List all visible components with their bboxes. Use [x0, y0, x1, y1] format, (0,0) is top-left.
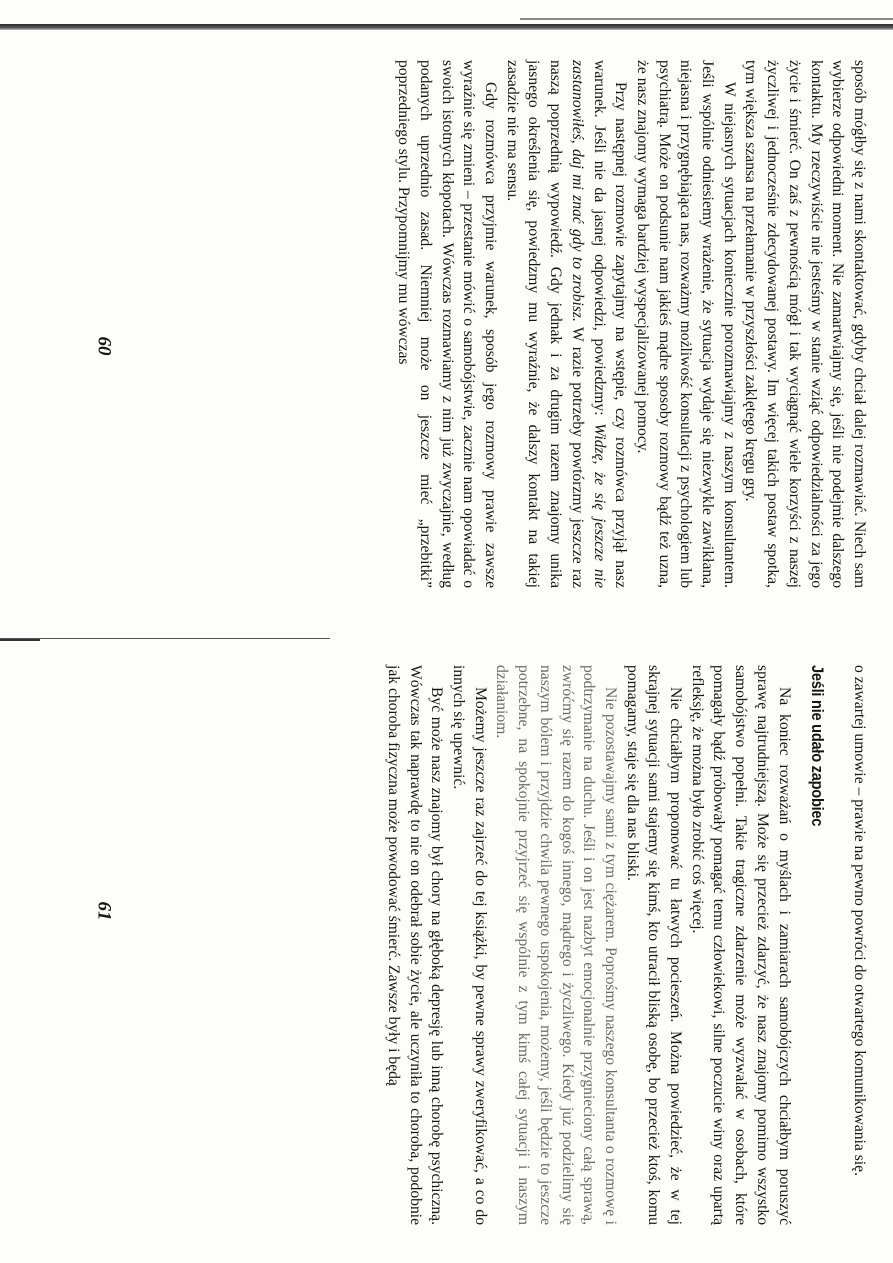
paragraph — [501, 60, 631, 588]
paragraph: Nie chciałbym proponować tu łatwych pocieszeń. Można powiedzieć, że w tej skrajnej sytuacji sami stajemy się kimś, kto utracił bliską osobę, bo przecież ktoś, komu pomagamy, staje się dla nas bliski. — [623, 665, 685, 1225]
page-61-text — [382, 665, 870, 1225]
scan-edge-line — [520, 18, 893, 20]
scan-edge-bar — [0, 24, 893, 30]
paragraph-text: Przy następnej rozmowie zapytajmy na wstępie, czy rozmówca przyjął nasz warunek. Jeśli nie da jasnej odpowiedzi, powiedzmy: — [590, 60, 630, 588]
paragraph: Gdy rozmówca przyjmie warunek, sposób jego rozmowy prawie zawsze wyraźnie się zmieni – przestanie mówić o samobójstwie, zacznie nam opowiadać o swoich istotnych kłopotach. Wówczas rozmawiamy z nim już zwyczajnie, według podanych uprzednio zasad. Niemniej może on jeszcze mieć „przebitki” poprzedniego stylu. Przypomnijmy mu wówczas — [395, 60, 500, 588]
paragraph: W niejasnych sytuacjach koniecznie porozmawiajmy z naszym konsultantem. Jeśli wspólnie odniesiemy wrażenie, że sytuacja wydaje się niezwykle zawikłana, niejasna i przygnębiająca nas, rozważmy możliwość konsultacji z psychologiem lub psychiatrą. Może on podsunie nam jakieś mądre sposoby rozmowy bądź też uzna, że nasz znajomy wymaga bardziej wyspecjalizowanej pomocy. — [633, 60, 738, 588]
page-fold-mark — [0, 639, 40, 641]
page-fold-line — [0, 638, 330, 639]
paragraph: Możemy jeszcze raz zajrzeć do tej książki, by pewne sprawy zweryfikować, a co do innych się upewnić. — [450, 665, 489, 1225]
paragraph: Nie pozostawajmy sami z tym ciężarem. Poprośmy naszego konsultanta o rozmowę i podtrzymanie na duchu. Jeśli i on jest nazbyt emocjonalnie przygnieciony całą sprawą, zwróćmy się razem do kogoś innego, mądrego i życzliwego. Kiedy już podzielimy się naszym bólem i przyjdzie chwila pewnego uspokojenia, możemy, jeśli będzie to jeszcze potrzebne, na spokojnie przyjrzeć się wspólnie z tym kimś całej sytuacji i naszym działaniom. — [493, 665, 619, 1225]
page-60-text — [393, 60, 870, 588]
page-number-60: 60 — [93, 336, 115, 356]
paragraph: Być może nasz znajomy był chory na głęboką depresję lub inną chorobę psychiczną. Wówczas tak naprawdę to nie on odebrał sobie życie, ale uczyniła to choroba, podobnie jak choroba fizyczna może powodować śmierć. Zawsze były i będą — [384, 665, 446, 1225]
paragraph: o zawartej umowie – prawie na pewno powróci do otwartego komunikowania się. — [851, 665, 868, 1176]
section-heading: Jeśli nie udało zapobiec — [808, 665, 828, 827]
paragraph-text: W razie potrzeby powtórzmy jeszcze raz naszą poprzednią wypowiedź. Gdy jednak i za drugim razem znajomy unika jasnego określenia się, powiedzmy mu wyraźnie, że dalszy kontakt na takiej zasadzie nie ma sensu. — [503, 60, 586, 588]
quoted-speech: Widzę, że się jeszcze nie zastanowiłeś, daj mi znać gdy to zrobisz. — [568, 60, 608, 588]
page-number-61: 61 — [93, 901, 115, 921]
paragraph: Na koniec rozważań o myślach i zamiarach samobójczych chciałbym poruszyć sprawę najtrudniejszą. Może się przecież zdarzyć, że nasz znajomy pomimo wszystko samobójstwo popełni. Takie tragiczne zdarzenie może wyzwalać w osobach, które pomagały bądź próbowały pomagać temu człowiekowi, silne poczucie winy oraz upartą refleksję, że można było zrobić coś więcej. — [688, 665, 793, 1225]
paragraph: sposób mógłby się z nami skontaktować, gdyby chciał dalej rozmawiać. Niech sam wybierze odpowiedni moment. Nie zamartwiajmy się, jeśli nie podejmie dalszego kontaktu. My rzeczywiście nie jesteśmy w stanie wziąć odpowiedzialności za jego życie i śmierć. On zaś z pewnością mógł i tak wyciągnąć wiele korzyści z naszej życzliwej i jednocześnie zdecydowanej postawy. Im więcej takich postaw spotka, tym większa szansa na przełamanie w przyszłości zaklętego kręgu gry. — [742, 60, 868, 588]
